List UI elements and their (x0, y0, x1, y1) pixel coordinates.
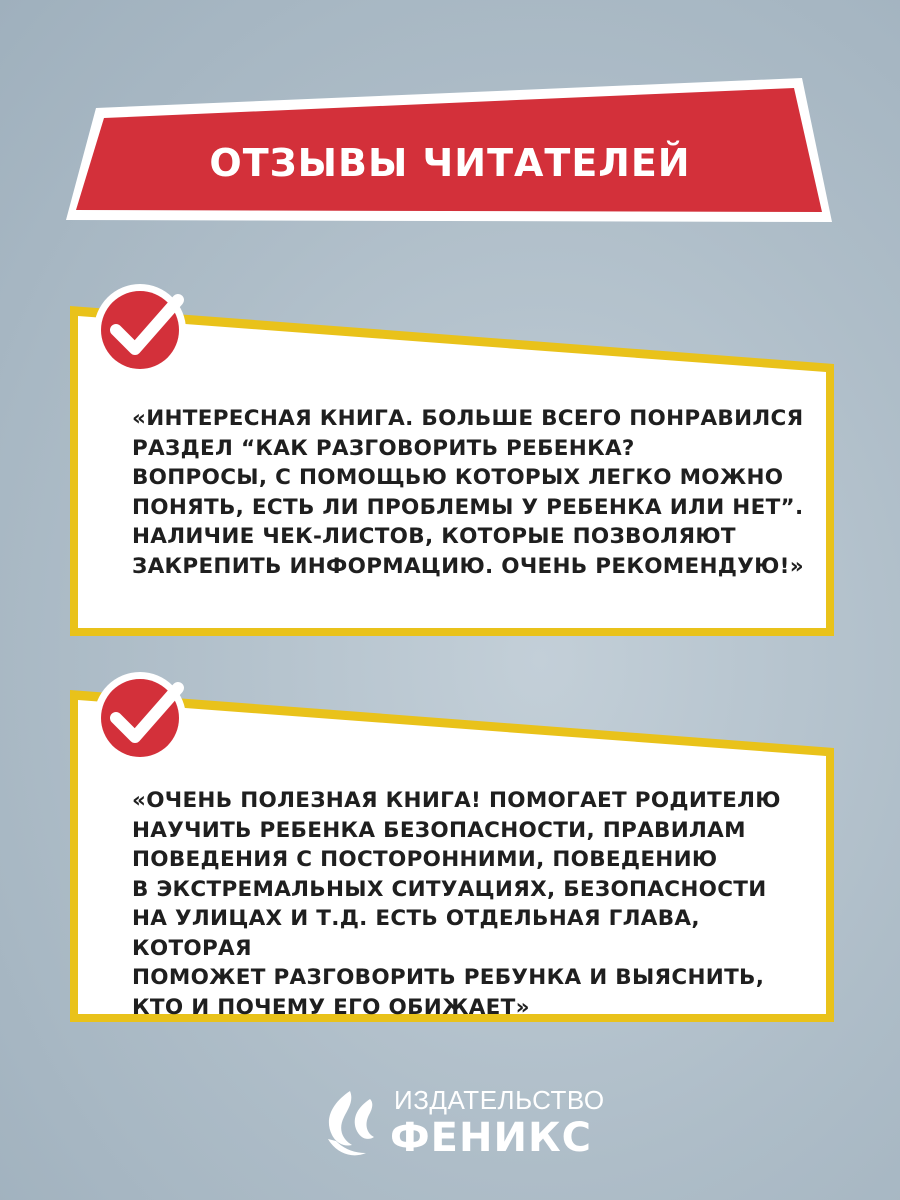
publisher-logo (318, 1085, 605, 1165)
page-title: ОТЗЫВЫ ЧИТАТЕЛЕЙ (209, 141, 691, 185)
publisher-name: ФЕНИКС (390, 1115, 592, 1161)
phoenix-logo-icon (318, 1089, 380, 1161)
checkmark-badge-icon (94, 672, 186, 764)
publisher-label: ИЗДАТЕЛЬСТВО (394, 1085, 605, 1115)
review-text: «ИНТЕРЕСНАЯ КНИГА. БОЛЬШЕ ВСЕГО ПОНРАВИЛСЯ РАЗДЕЛ “КАК РАЗГОВОРИТЬ РЕБЕНКА? ВОПРОСЫ, С ПОМОЩЬЮ КОТОРЫХ ЛЕГКО МОЖНО ПОНЯТЬ, ЕСТЬ ЛИ ПРОБЛЕМЫ У РЕБЕНКА ИЛИ НЕТ”. НАЛИЧИЕ ЧЕК-ЛИСТОВ, КОТОРЫЕ ПОЗВОЛЯЮТ ЗАКРЕПИТЬ ИНФОРМАЦИЮ. ОЧЕНЬ РЕКОМЕНДУЮ!» (132, 406, 804, 579)
review-text: «ОЧЕНЬ ПОЛЕЗНАЯ КНИГА! ПОМОГАЕТ РОДИТЕЛЮ НАУЧИТЬ РЕБЕНКА БЕЗОПАСНОСТИ, ПРАВИЛАМ ПОВЕДЕНИЯ С ПОСТОРОННИМИ, ПОВЕДЕНИЮ В ЭКСТРЕМАЛЬНЫХ СИТУАЦИЯХ, БЕЗОПАСНОСТИ НА УЛИЦАХ И Т.Д. ЕСТЬ ОТДЕЛЬНАЯ ГЛАВА, КОТОРАЯ ПОМОЖЕТ РАЗГОВОРИТЬ РЕБУНКА И ВЫЯСНИТЬ, КТО И ПОЧЕМУ ЕГО ОБИЖАЕТ» (132, 788, 781, 1020)
